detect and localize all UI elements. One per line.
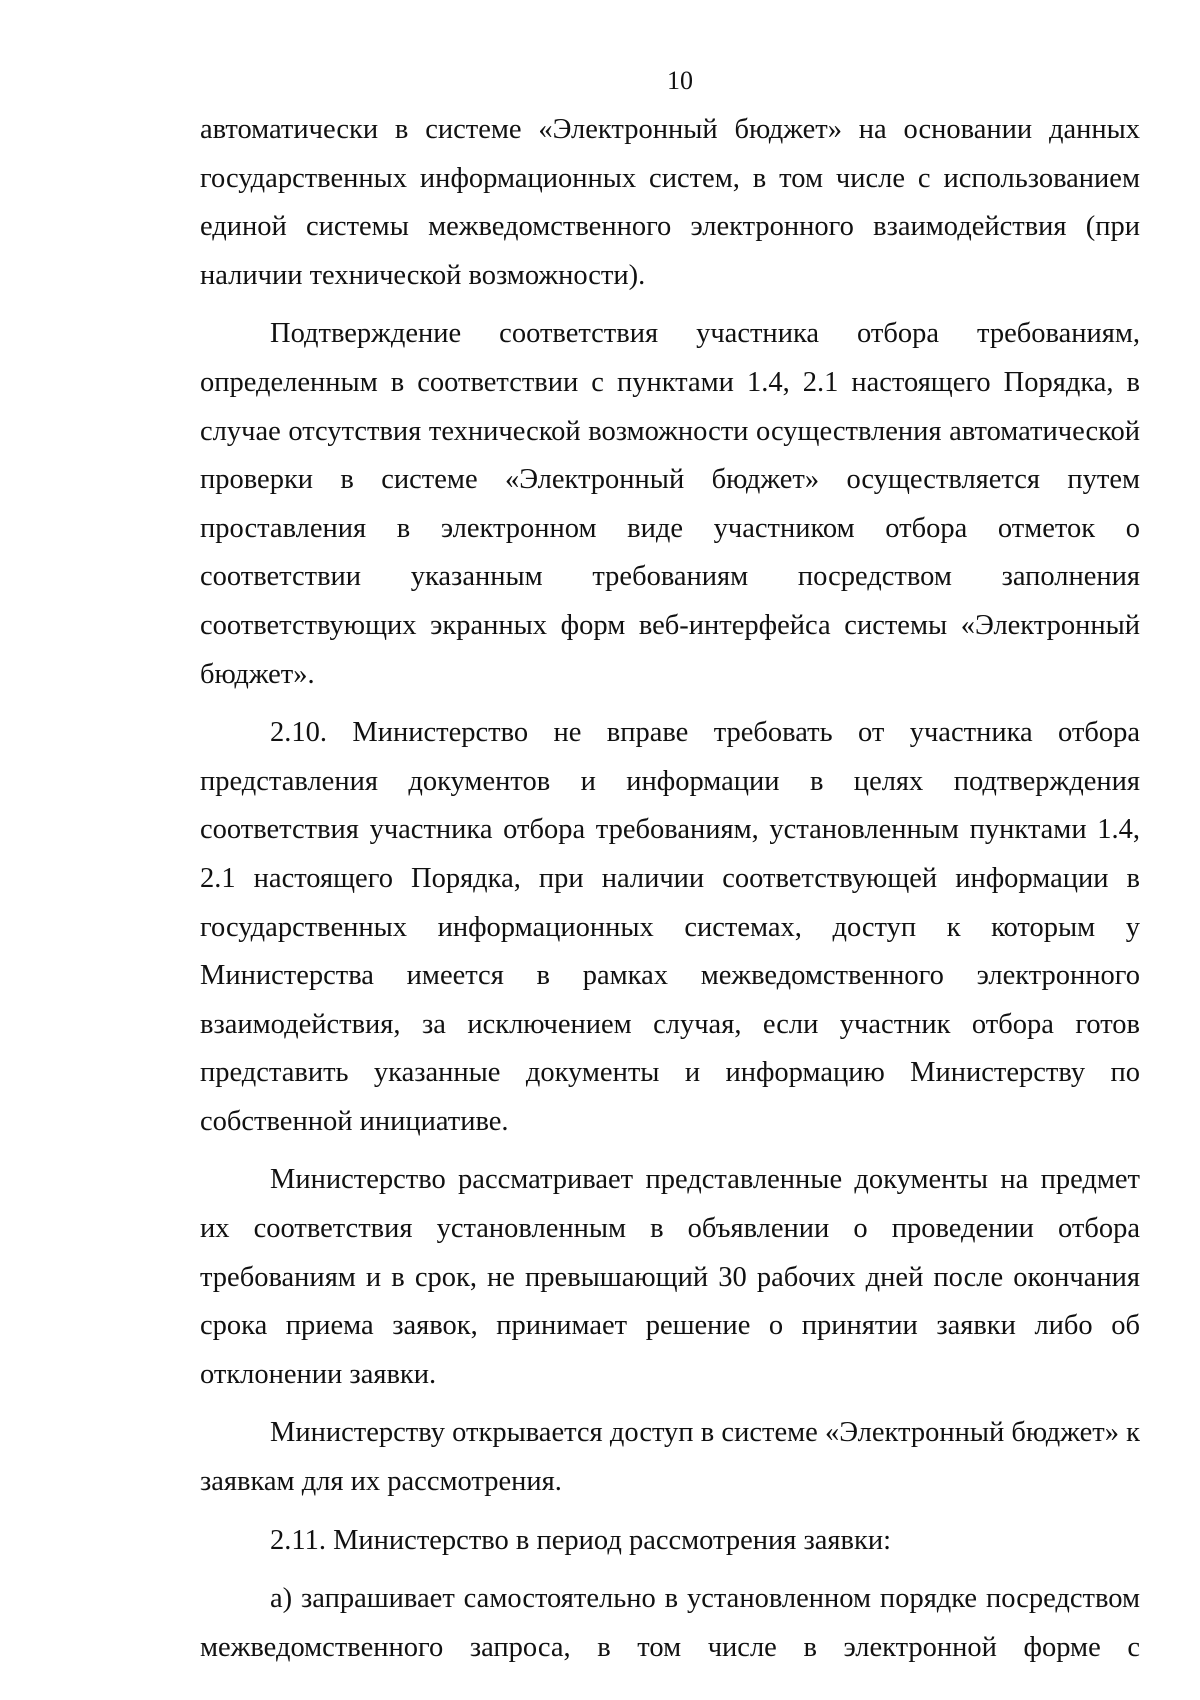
paragraph-2-10: 2.10. Министерство не вправе требовать от участника отбора представления документов и информации в целях подтверждения соответствия участника отбора требованиям, установленным пунктами 1.4, 2.1 настоящего Порядка, при наличии соответствующей информации в государственных информационных системах, доступ к которым у Министерства имеется в рамках межведомственного электронного взаимодействия, за исключением случая, если участник отбора готов представить указанные документы и информацию Министерству по собственной инициативе. [200,717,1140,1137]
paragraph-item-a: а) запрашивает самостоятельно в установленном порядке посредством межведомственного запроса, в том числе в электронной форме с [200,1583,1140,1663]
document-body [200,106,1140,1672]
paragraph-access: Министерству открывается доступ в системе «Электронный бюджет» к заявкам для их рассмотрения. [200,1417,1140,1498]
page-number: 10 [667,66,693,95]
paragraph-continuation: автоматически в системе «Электронный бюджет» на основании данных государственных информационных систем, в том числе с использованием единой системы межведомственного электронного взаимодействия (при наличии технической возможности). [200,114,1140,291]
paragraph-review: Министерство рассматривает представленные документы на предмет их соответствия установленным в объявлении о проведении отбора требованиям и в срок, не превышающий 30 рабочих дней после окончания срока приема заявок, принимает решение о принятии заявки либо об отклонении заявки. [200,1164,1140,1390]
paragraph-2-11: 2.11. Министерство в период рассмотрения заявки: [270,1524,891,1556]
paragraph-verification: Подтверждение соответствия участника отбора требованиям, определенным в соответствии с пунктами 1.4, 2.1 настоящего Порядка, в случае отсутствия технической возможности осуществления автоматической проверки в системе «Электронный бюджет» осуществляется путем проставления в электронном виде участником отбора отметок о соответствии указанным требованиям посредством заполнения соответствующих экранных форм веб-интерфейса системы «Электронный бюджет». [200,318,1140,690]
